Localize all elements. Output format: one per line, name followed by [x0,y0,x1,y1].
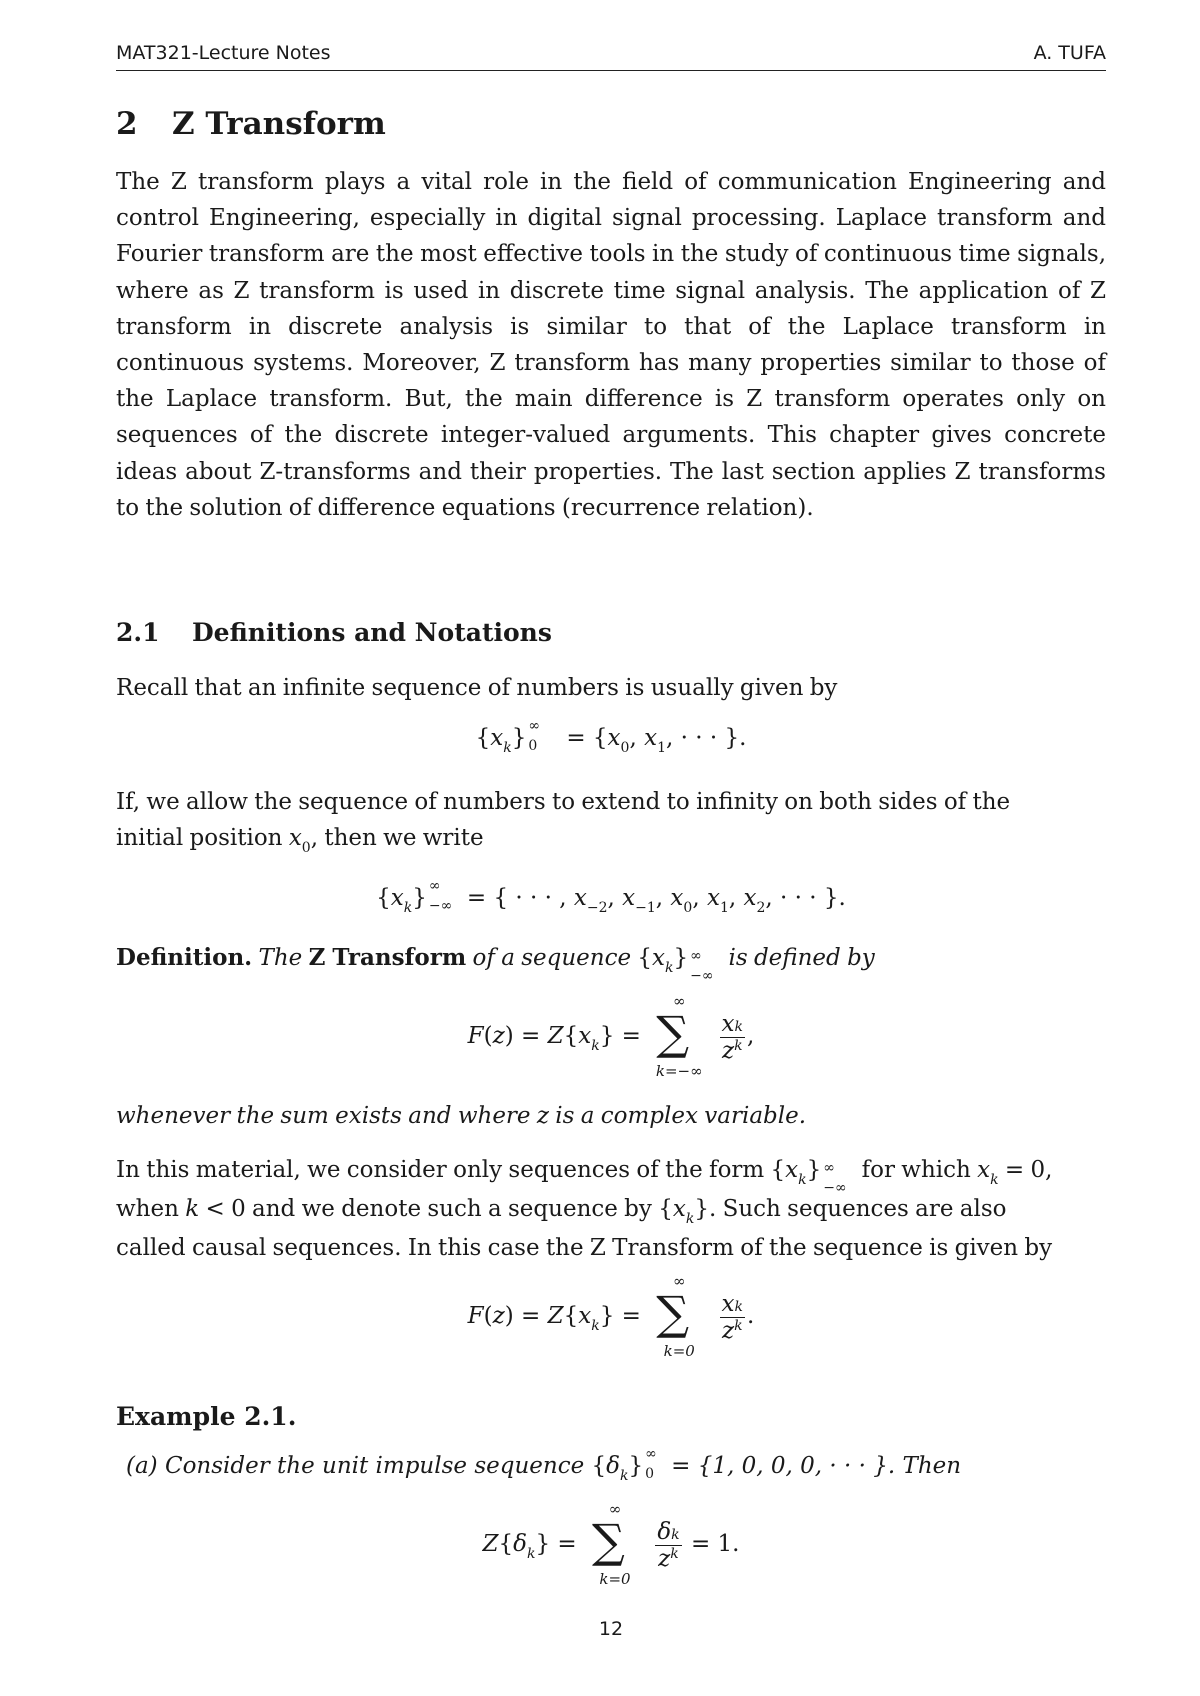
causal-line2c: . Such sequences are also [708,1196,1007,1223]
definition-line: Definition. The Z Transform of a sequence $\{x_k\}$ ∞ −∞ is defined by [116,944,875,984]
definition-is-defined: is defined by [728,945,875,971]
intro-paragraph: The Z transform plays a vital role in the field of communication Engineering and control Engineering, especially in digital signal processing. Laplace transform and Fourier transform are the most effective tools in the study of continuous time signals, where as Z transform is used in discrete time signal analysis. The application of Z transform in discrete analysis is similar to that of the Laplace transform in continuous systems. Moreover, Z transform has many properties similar to those of the Laplace transform. But, the main difference is Z transform operates only on sequences of the discrete integer-valued arguments. This chapter gives concrete ideas about Z-transforms and their properties. The last section applies Z transforms to the solution of difference equations (recurrence relation). [116,169,1106,521]
causal-line2b: and we denote such a sequence by [252,1196,652,1223]
extend-text-line2-end: , then we write [310,825,484,852]
definition-of-sequence: of a sequence [472,945,632,971]
definition-the: The [258,945,303,971]
example-item-a-tail: = {1, 0, 0, 0, · · · }. Then [671,1453,962,1479]
definition-condition: whenever the sum exists and where z is a complex variable. [116,1103,807,1129]
header-course: MAT321-Lecture Notes [116,42,331,64]
section-title-text: Z Transform [172,106,386,142]
example-item-a-text: (a) Consider the unit impulse sequence [126,1453,585,1479]
running-header [116,38,1106,71]
causal-paragraph: In this material, we consider only sequences of the form $\{x_k\}$ ∞ −∞ for which $x_k = 0$, when k < 0 and we denote such a sequence by $\{x_k\}$. Such sequences are also called causal sequences. In this case the Z Transform of the sequence is given by [116,1157,1053,1262]
z-transform-definition-equation: $F(z) = Z\{x_k\}$ = ∞ ∑ k=−∞ $\frac{xk}{z^k}$ , [467,992,755,1080]
definition-term: Z Transform [308,944,467,971]
example-item-a: (a) Consider the unit impulse sequence $\{\delta_k\}$ ∞ 0 = {1, 0, 0, 0, · · · }. Then [126,1446,962,1484]
causal-z-transform-equation: $F(z) = Z\{x_k\}$ = ∞ ∑ k=0 $\frac{xk}{z^k}$ . [467,1272,755,1360]
example-title: Example 2.1. [116,1402,297,1431]
causal-line1b: for which [861,1157,971,1183]
bi-infinite-sequence-equation: $\{x_k\}$ ∞ −∞ = { · · · , $x_{-2}$, $x_{-1}$, $x_0$, $x_1$, $x_2$, · · · }. [376,878,846,916]
extend-paragraph: If, we allow the sequence of numbers to extend to infinity on both sides of the initial position $x_0$, then we write [116,789,1011,857]
sequence-equation: $\{x_k\}$ ∞ 0 = {$x_0$, $x_1$, · · · }. [475,718,747,756]
causal-line1a: In this material, we consider only sequences of the form [116,1157,765,1183]
extend-text-line1: If, we allow the sequence of numbers to extend to infinity on both sides of the [116,789,1011,815]
causal-line3: called causal sequences. In this case the Z Transform of the sequence is given by [116,1235,1053,1262]
subsection-number: 2.1 [116,618,160,647]
definition-label: Definition. [116,944,253,971]
page-number: 12 [598,1618,624,1640]
header-author: A. TUFA [1033,42,1106,64]
subsection-title-text: Definitions and Notations [192,618,552,647]
document-page [116,0,1106,1696]
extend-text-line2: initial position [116,825,283,852]
section-title [116,106,386,142]
unit-impulse-equation: $Z\{\delta_k\}$ = ∞ ∑ k=0 $\frac{\delta k}{z^k}$ = 1. [482,1500,740,1588]
subsection-title [116,618,552,647]
causal-line2a: when [116,1196,179,1223]
recall-text: Recall that an infinite sequence of numbers is usually given by [116,675,838,701]
section-number: 2 [116,106,138,142]
